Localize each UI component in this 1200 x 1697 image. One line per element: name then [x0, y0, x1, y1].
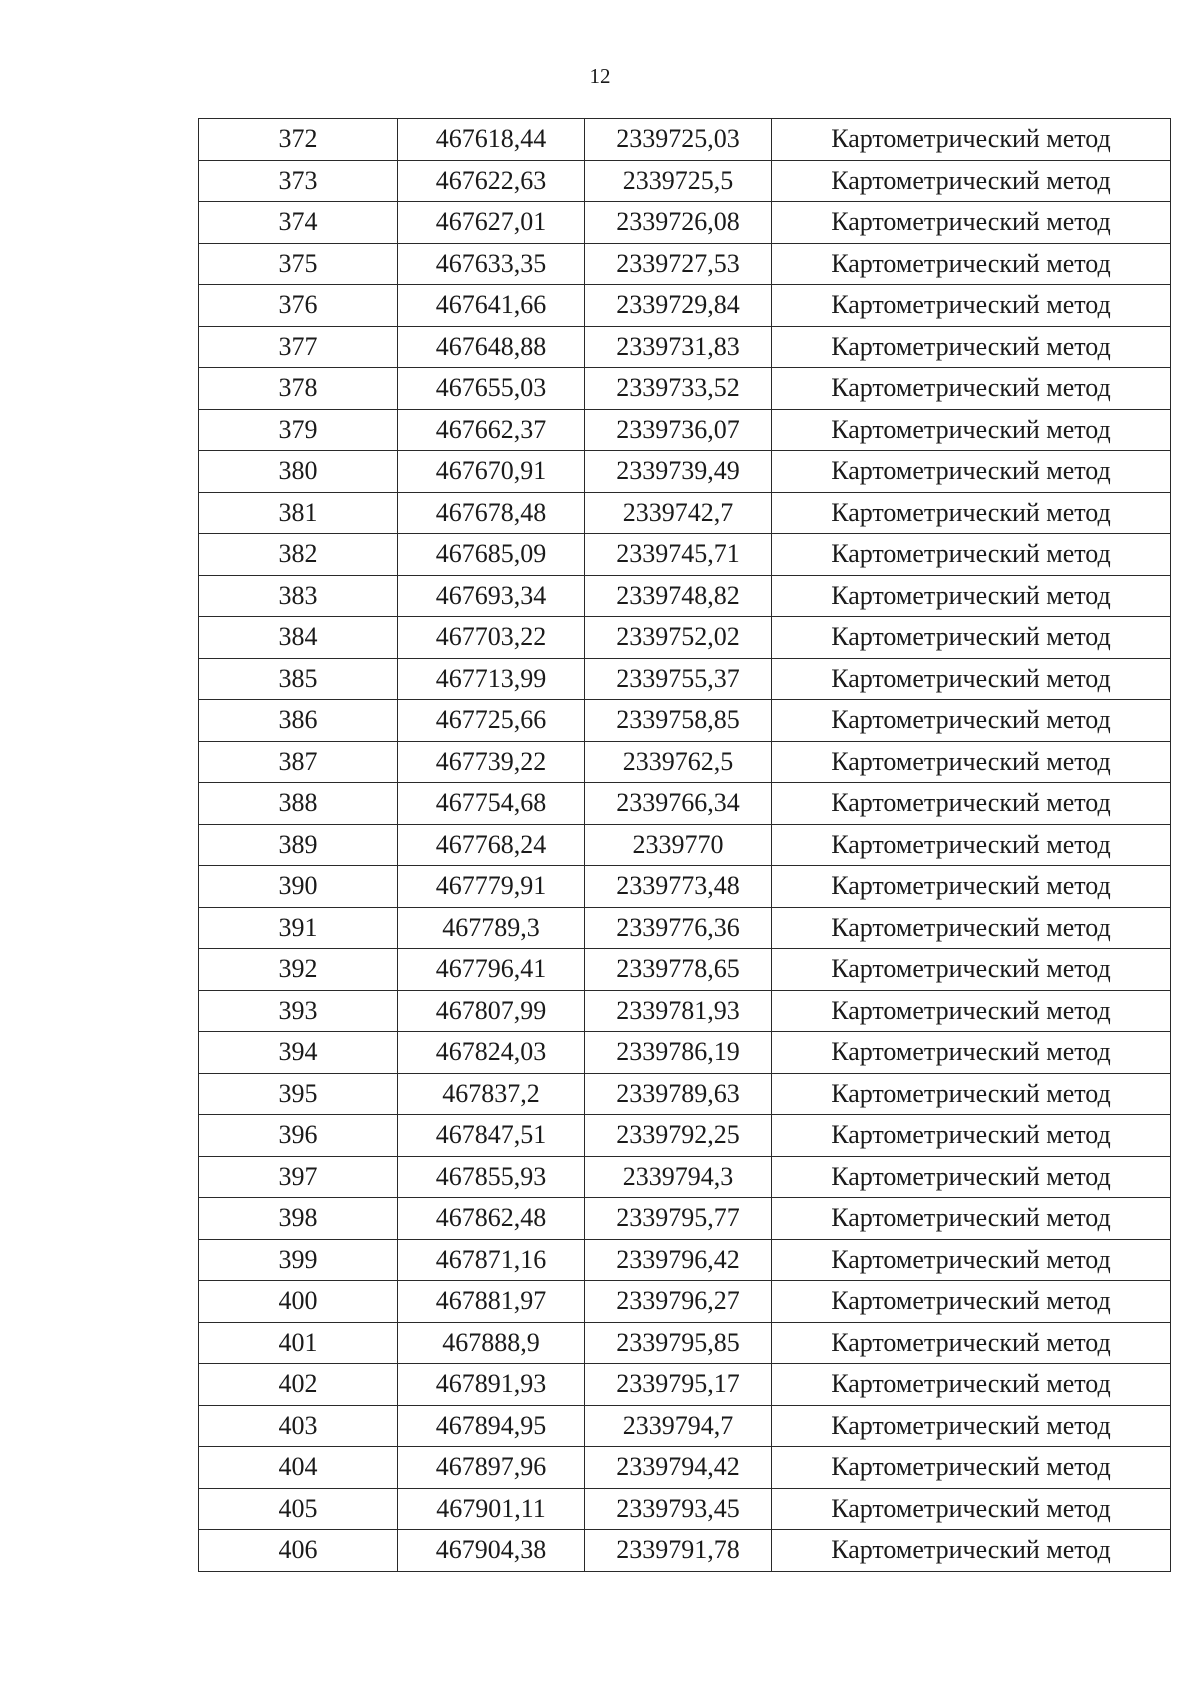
method-cell: Картометрический метод	[772, 202, 1171, 244]
x-coordinate-cell: 467891,93	[398, 1364, 585, 1406]
point-number-cell: 401	[199, 1322, 398, 1364]
y-coordinate-cell: 2339794,7	[585, 1405, 772, 1447]
table-row	[199, 326, 1171, 368]
table-row	[199, 617, 1171, 659]
method-cell: Картометрический метод	[772, 1405, 1171, 1447]
method-cell: Картометрический метод	[772, 243, 1171, 285]
method-cell: Картометрический метод	[772, 160, 1171, 202]
point-number-cell: 403	[199, 1405, 398, 1447]
method-cell: Картометрический метод	[772, 824, 1171, 866]
table-row	[199, 409, 1171, 451]
table-row	[199, 700, 1171, 742]
y-coordinate-cell: 2339781,93	[585, 990, 772, 1032]
y-coordinate-cell: 2339778,65	[585, 949, 772, 991]
point-number-cell: 398	[199, 1198, 398, 1240]
x-coordinate-cell: 467789,3	[398, 907, 585, 949]
method-cell: Картометрический метод	[772, 949, 1171, 991]
method-cell: Картометрический метод	[772, 451, 1171, 493]
point-number-cell: 399	[199, 1239, 398, 1281]
table-row	[199, 907, 1171, 949]
y-coordinate-cell: 2339786,19	[585, 1032, 772, 1074]
table-row	[199, 658, 1171, 700]
y-coordinate-cell: 2339748,82	[585, 575, 772, 617]
method-cell: Картометрический метод	[772, 741, 1171, 783]
x-coordinate-cell: 467618,44	[398, 119, 585, 161]
method-cell: Картометрический метод	[772, 658, 1171, 700]
table-row	[199, 1115, 1171, 1157]
y-coordinate-cell: 2339736,07	[585, 409, 772, 451]
method-cell: Картометрический метод	[772, 1073, 1171, 1115]
method-cell: Картометрический метод	[772, 326, 1171, 368]
point-number-cell: 380	[199, 451, 398, 493]
table-row	[199, 285, 1171, 327]
method-cell: Картометрический метод	[772, 575, 1171, 617]
x-coordinate-cell: 467662,37	[398, 409, 585, 451]
x-coordinate-cell: 467871,16	[398, 1239, 585, 1281]
point-number-cell: 385	[199, 658, 398, 700]
point-number-cell: 373	[199, 160, 398, 202]
method-cell: Картометрический метод	[772, 409, 1171, 451]
table-row	[199, 368, 1171, 410]
x-coordinate-cell: 467768,24	[398, 824, 585, 866]
table-row	[199, 1198, 1171, 1240]
y-coordinate-cell: 2339770	[585, 824, 772, 866]
table-row	[199, 1447, 1171, 1489]
x-coordinate-cell: 467837,2	[398, 1073, 585, 1115]
x-coordinate-cell: 467713,99	[398, 658, 585, 700]
point-number-cell: 397	[199, 1156, 398, 1198]
x-coordinate-cell: 467888,9	[398, 1322, 585, 1364]
x-coordinate-cell: 467648,88	[398, 326, 585, 368]
x-coordinate-cell: 467725,66	[398, 700, 585, 742]
method-cell: Картометрический метод	[772, 783, 1171, 825]
x-coordinate-cell: 467633,35	[398, 243, 585, 285]
method-cell: Картометрический метод	[772, 534, 1171, 576]
y-coordinate-cell: 2339795,85	[585, 1322, 772, 1364]
table-row	[199, 1530, 1171, 1572]
point-number-cell: 379	[199, 409, 398, 451]
point-number-cell: 396	[199, 1115, 398, 1157]
y-coordinate-cell: 2339725,5	[585, 160, 772, 202]
point-number-cell: 386	[199, 700, 398, 742]
y-coordinate-cell: 2339755,37	[585, 658, 772, 700]
y-coordinate-cell: 2339796,42	[585, 1239, 772, 1281]
table-row	[199, 1281, 1171, 1323]
y-coordinate-cell: 2339776,36	[585, 907, 772, 949]
point-number-cell: 378	[199, 368, 398, 410]
x-coordinate-cell: 467796,41	[398, 949, 585, 991]
y-coordinate-cell: 2339789,63	[585, 1073, 772, 1115]
method-cell: Картометрический метод	[772, 1322, 1171, 1364]
table-row	[199, 1405, 1171, 1447]
table-row	[199, 451, 1171, 493]
method-cell: Картометрический метод	[772, 1281, 1171, 1323]
y-coordinate-cell: 2339766,34	[585, 783, 772, 825]
table-row	[199, 783, 1171, 825]
point-number-cell: 388	[199, 783, 398, 825]
x-coordinate-cell: 467901,11	[398, 1488, 585, 1530]
method-cell: Картометрический метод	[772, 368, 1171, 410]
y-coordinate-cell: 2339739,49	[585, 451, 772, 493]
method-cell: Картометрический метод	[772, 1115, 1171, 1157]
table-row	[199, 575, 1171, 617]
table-row	[199, 1322, 1171, 1364]
method-cell: Картометрический метод	[772, 866, 1171, 908]
x-coordinate-cell: 467678,48	[398, 492, 585, 534]
y-coordinate-cell: 2339794,42	[585, 1447, 772, 1489]
coordinates-table-body	[199, 119, 1171, 1572]
table-row	[199, 824, 1171, 866]
point-number-cell: 405	[199, 1488, 398, 1530]
point-number-cell: 374	[199, 202, 398, 244]
table-row	[199, 534, 1171, 576]
x-coordinate-cell: 467847,51	[398, 1115, 585, 1157]
x-coordinate-cell: 467622,63	[398, 160, 585, 202]
x-coordinate-cell: 467655,03	[398, 368, 585, 410]
y-coordinate-cell: 2339725,03	[585, 119, 772, 161]
x-coordinate-cell: 467627,01	[398, 202, 585, 244]
table-row	[199, 119, 1171, 161]
y-coordinate-cell: 2339742,7	[585, 492, 772, 534]
method-cell: Картометрический метод	[772, 700, 1171, 742]
method-cell: Картометрический метод	[772, 1032, 1171, 1074]
table-row	[199, 1156, 1171, 1198]
method-cell: Картометрический метод	[772, 492, 1171, 534]
y-coordinate-cell: 2339758,85	[585, 700, 772, 742]
y-coordinate-cell: 2339795,17	[585, 1364, 772, 1406]
point-number-cell: 375	[199, 243, 398, 285]
point-number-cell: 381	[199, 492, 398, 534]
method-cell: Картометрический метод	[772, 119, 1171, 161]
y-coordinate-cell: 2339729,84	[585, 285, 772, 327]
x-coordinate-cell: 467897,96	[398, 1447, 585, 1489]
x-coordinate-cell: 467739,22	[398, 741, 585, 783]
x-coordinate-cell: 467855,93	[398, 1156, 585, 1198]
y-coordinate-cell: 2339794,3	[585, 1156, 772, 1198]
x-coordinate-cell: 467754,68	[398, 783, 585, 825]
y-coordinate-cell: 2339752,02	[585, 617, 772, 659]
table-row	[199, 1239, 1171, 1281]
point-number-cell: 377	[199, 326, 398, 368]
page-number: 12	[589, 64, 611, 88]
y-coordinate-cell: 2339727,53	[585, 243, 772, 285]
table-row	[199, 1364, 1171, 1406]
table-row	[199, 243, 1171, 285]
point-number-cell: 391	[199, 907, 398, 949]
y-coordinate-cell: 2339745,71	[585, 534, 772, 576]
x-coordinate-cell: 467670,91	[398, 451, 585, 493]
method-cell: Картометрический метод	[772, 1198, 1171, 1240]
method-cell: Картометрический метод	[772, 907, 1171, 949]
table-row	[199, 990, 1171, 1032]
table-row	[199, 1488, 1171, 1530]
x-coordinate-cell: 467894,95	[398, 1405, 585, 1447]
x-coordinate-cell: 467807,99	[398, 990, 585, 1032]
y-coordinate-cell: 2339796,27	[585, 1281, 772, 1323]
table-row	[199, 741, 1171, 783]
point-number-cell: 392	[199, 949, 398, 991]
point-number-cell: 404	[199, 1447, 398, 1489]
y-coordinate-cell: 2339791,78	[585, 1530, 772, 1572]
x-coordinate-cell: 467904,38	[398, 1530, 585, 1572]
y-coordinate-cell: 2339793,45	[585, 1488, 772, 1530]
x-coordinate-cell: 467779,91	[398, 866, 585, 908]
x-coordinate-cell: 467824,03	[398, 1032, 585, 1074]
method-cell: Картометрический метод	[772, 1239, 1171, 1281]
y-coordinate-cell: 2339795,77	[585, 1198, 772, 1240]
table-row	[199, 492, 1171, 534]
point-number-cell: 382	[199, 534, 398, 576]
point-number-cell: 384	[199, 617, 398, 659]
y-coordinate-cell: 2339731,83	[585, 326, 772, 368]
point-number-cell: 376	[199, 285, 398, 327]
y-coordinate-cell: 2339792,25	[585, 1115, 772, 1157]
x-coordinate-cell: 467881,97	[398, 1281, 585, 1323]
point-number-cell: 372	[199, 119, 398, 161]
table-row	[199, 949, 1171, 991]
method-cell: Картометрический метод	[772, 1364, 1171, 1406]
y-coordinate-cell: 2339773,48	[585, 866, 772, 908]
x-coordinate-cell: 467703,22	[398, 617, 585, 659]
table-row	[199, 866, 1171, 908]
y-coordinate-cell: 2339726,08	[585, 202, 772, 244]
table-row	[199, 202, 1171, 244]
point-number-cell: 389	[199, 824, 398, 866]
table-row	[199, 160, 1171, 202]
method-cell: Картометрический метод	[772, 1156, 1171, 1198]
method-cell: Картометрический метод	[772, 285, 1171, 327]
y-coordinate-cell: 2339733,52	[585, 368, 772, 410]
point-number-cell: 383	[199, 575, 398, 617]
point-number-cell: 402	[199, 1364, 398, 1406]
method-cell: Картометрический метод	[772, 1530, 1171, 1572]
x-coordinate-cell: 467641,66	[398, 285, 585, 327]
x-coordinate-cell: 467685,09	[398, 534, 585, 576]
point-number-cell: 406	[199, 1530, 398, 1572]
table-row	[199, 1073, 1171, 1115]
point-number-cell: 400	[199, 1281, 398, 1323]
point-number-cell: 394	[199, 1032, 398, 1074]
point-number-cell: 395	[199, 1073, 398, 1115]
table-row	[199, 1032, 1171, 1074]
method-cell: Картометрический метод	[772, 990, 1171, 1032]
method-cell: Картометрический метод	[772, 1447, 1171, 1489]
method-cell: Картометрический метод	[772, 617, 1171, 659]
coordinates-table	[198, 118, 1171, 1572]
method-cell: Картометрический метод	[772, 1488, 1171, 1530]
point-number-cell: 387	[199, 741, 398, 783]
x-coordinate-cell: 467693,34	[398, 575, 585, 617]
x-coordinate-cell: 467862,48	[398, 1198, 585, 1240]
point-number-cell: 393	[199, 990, 398, 1032]
y-coordinate-cell: 2339762,5	[585, 741, 772, 783]
point-number-cell: 390	[199, 866, 398, 908]
